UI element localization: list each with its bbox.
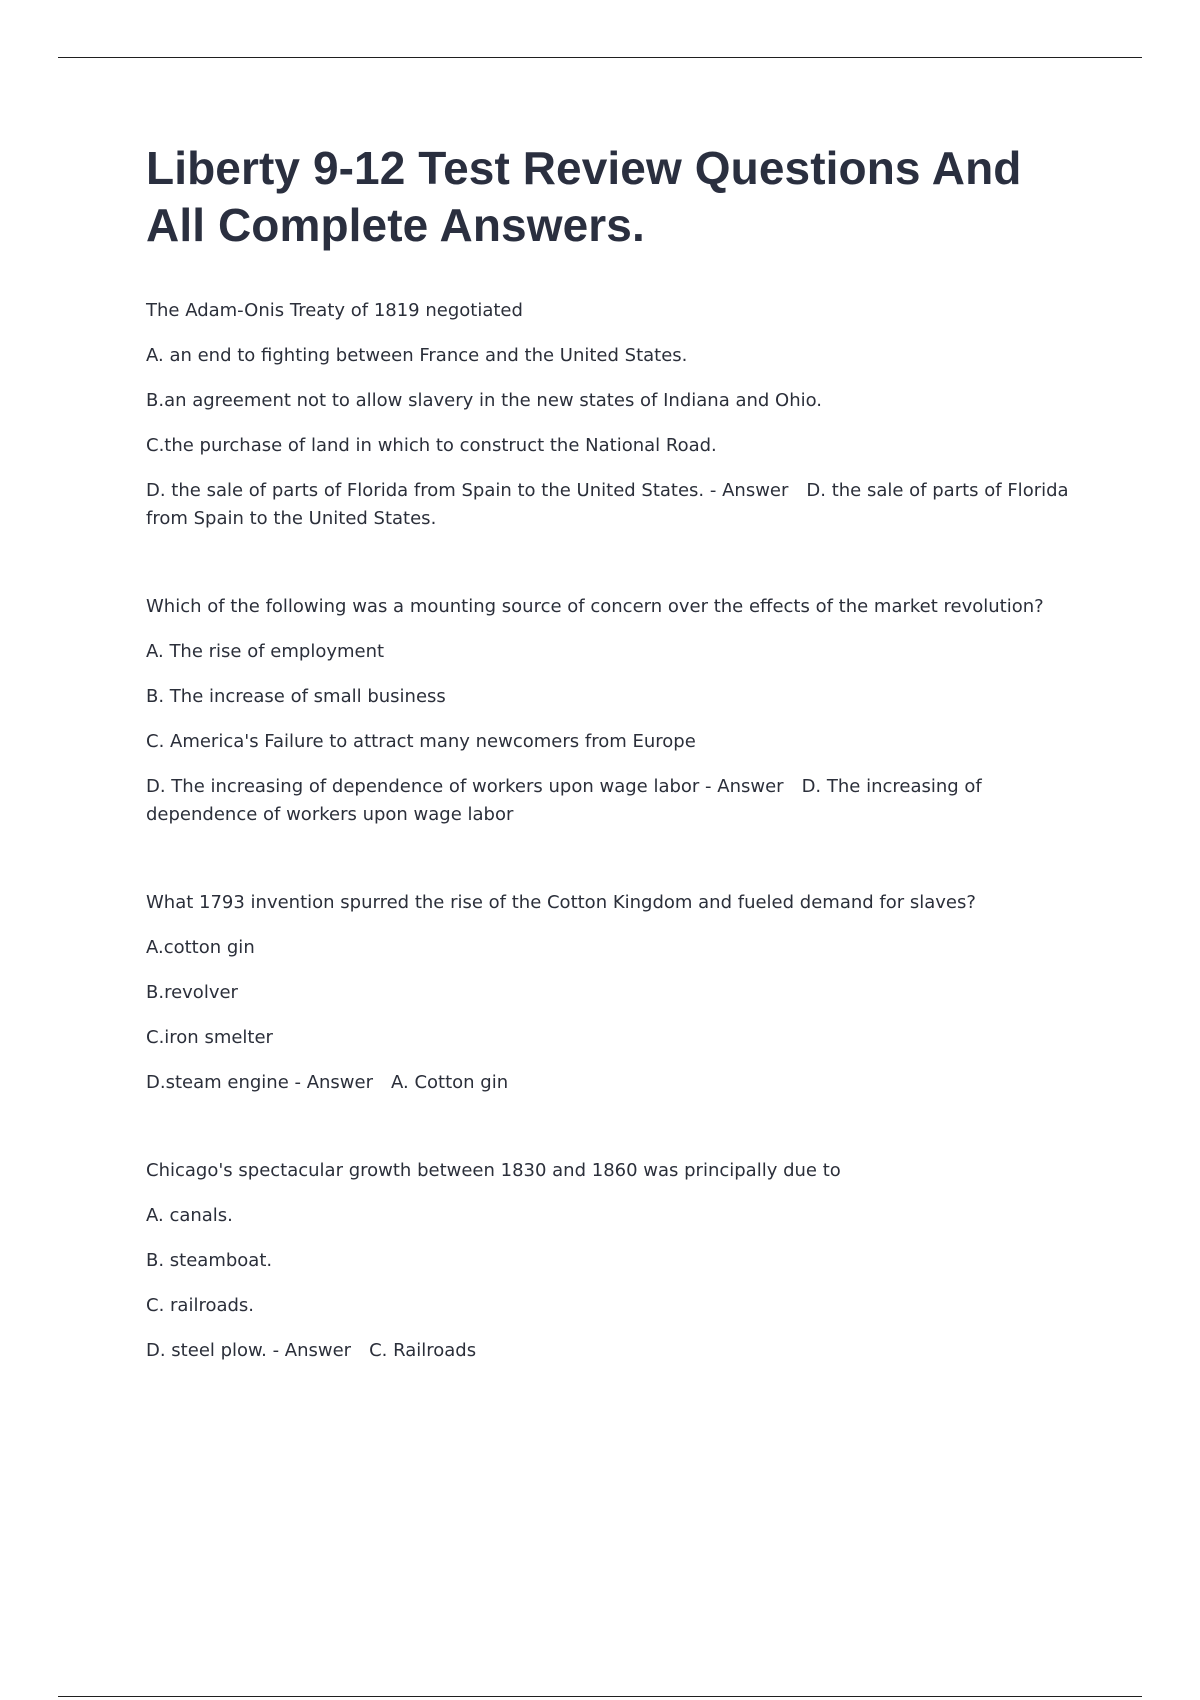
question-3 <box>146 889 1076 1097</box>
option-d: D. The increasing of dependence of workers upon wage labor - Answer <box>146 776 784 797</box>
document-title: Liberty 9-12 Test Review Questions And All Complete Answers. <box>146 142 1022 251</box>
option-d: D. the sale of parts of Florida from Spain to the United States. - Answer <box>146 480 789 501</box>
option-c: C. railroads. <box>146 1295 255 1316</box>
option-d-with-answer <box>146 773 1076 829</box>
option-c: C. America's Failure to attract many newcomers from Europe <box>146 731 696 752</box>
question-4 <box>146 1157 1076 1365</box>
bottom-rule <box>58 1696 1142 1697</box>
question-2 <box>146 593 1076 829</box>
option-a: A. an end to fighting between France and the United States. <box>146 345 688 366</box>
option-a: A.cotton gin <box>146 937 255 958</box>
option-d-with-answer <box>146 1337 1076 1365</box>
option-d: D. steel plow. - Answer <box>146 1340 352 1361</box>
question-prompt: What 1793 invention spurred the rise of the Cotton Kingdom and fueled demand for slaves? <box>146 892 976 913</box>
question-prompt: The Adam-Onis Treaty of 1819 negotiated <box>146 300 523 321</box>
option-b: B. steamboat. <box>146 1250 273 1271</box>
answer-text: D. the sale of parts of Florida from Spain to the United States. <box>146 480 1069 529</box>
option-b: B.revolver <box>146 982 238 1003</box>
top-rule <box>58 57 1142 58</box>
option-c: C.the purchase of land in which to construct the National Road. <box>146 435 717 456</box>
answer-text: D. The increasing of dependence of workers upon wage labor <box>146 776 982 825</box>
option-a: A. The rise of employment <box>146 641 385 662</box>
question-prompt: Chicago's spectacular growth between 1830 and 1860 was principally due to <box>146 1160 841 1181</box>
option-b: B.an agreement not to allow slavery in the new states of Indiana and Ohio. <box>146 390 823 411</box>
option-d-with-answer <box>146 477 1076 533</box>
question-prompt: Which of the following was a mounting source of concern over the effects of the market revolution? <box>146 596 1044 617</box>
option-b: B. The increase of small business <box>146 686 446 707</box>
question-1 <box>146 297 1076 533</box>
option-d: D.steam engine - Answer <box>146 1072 374 1093</box>
answer-text: A. Cotton gin <box>391 1072 509 1093</box>
option-a: A. canals. <box>146 1205 233 1226</box>
answer-text: C. Railroads <box>369 1340 477 1361</box>
option-c: C.iron smelter <box>146 1027 273 1048</box>
document-body <box>146 140 1076 1365</box>
option-d-with-answer <box>146 1069 1076 1097</box>
